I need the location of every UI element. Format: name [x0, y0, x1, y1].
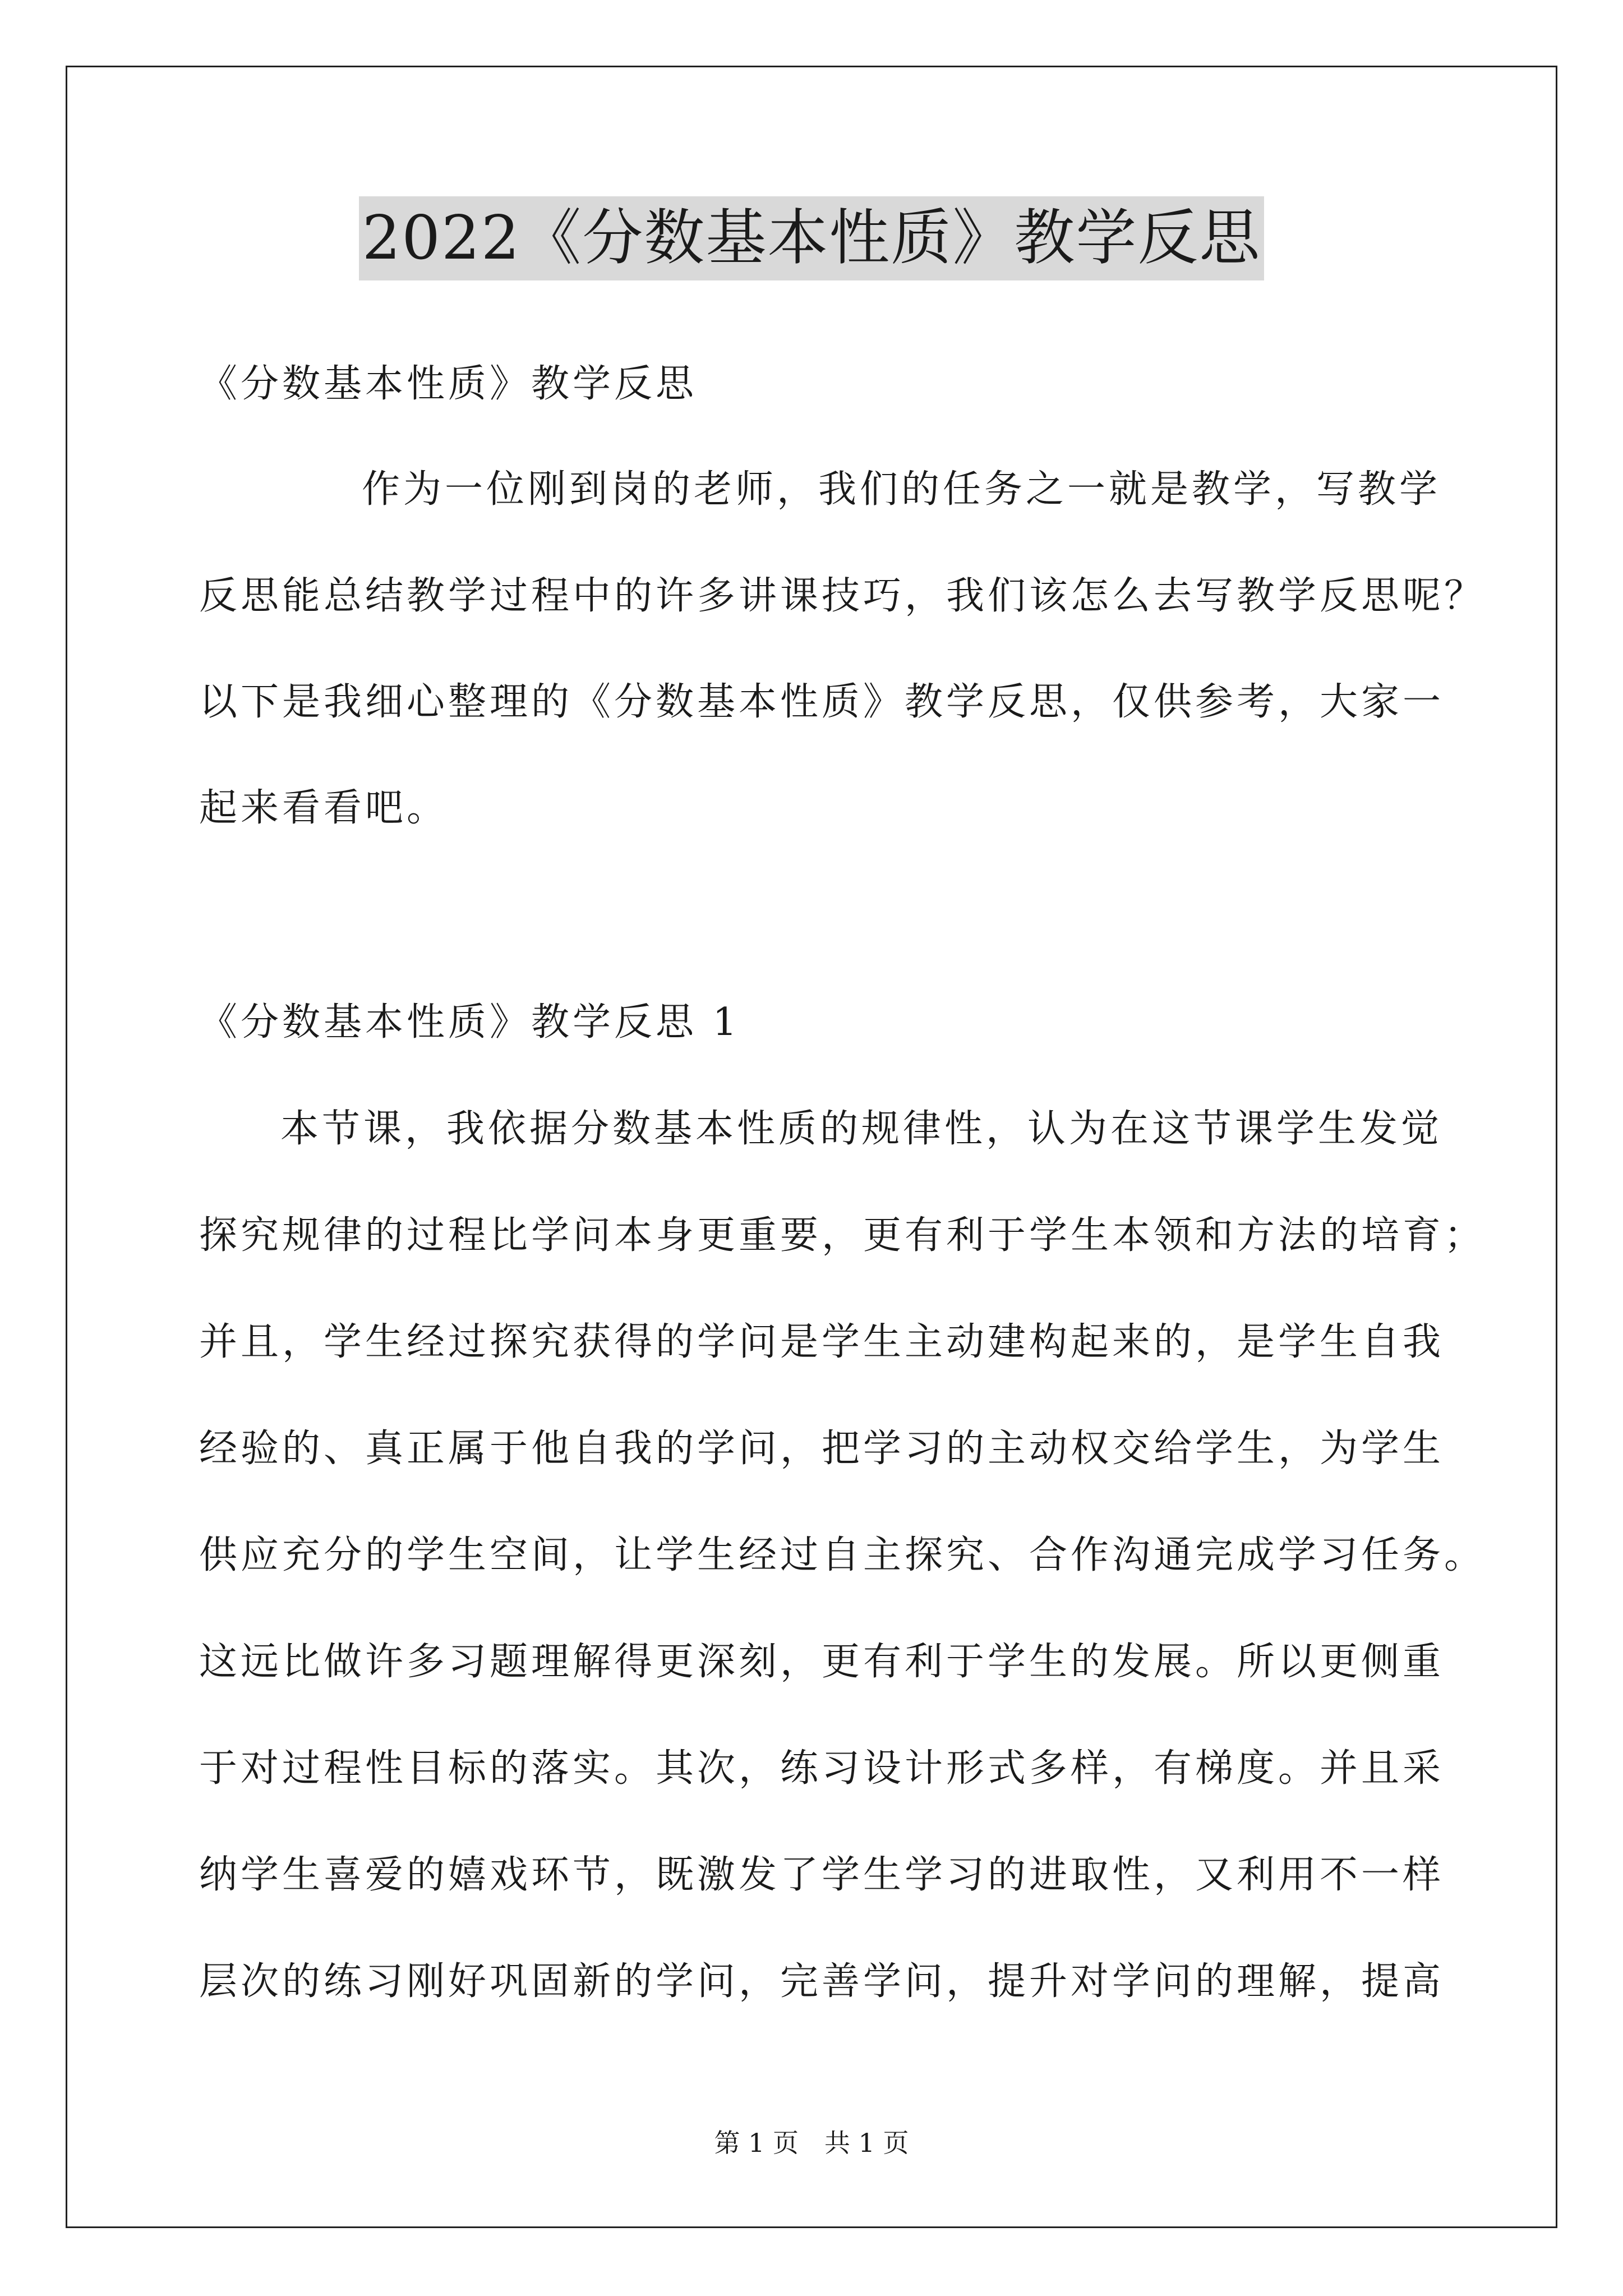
subtitle: 《分数基本性质》教学反思: [199, 362, 698, 406]
document-title-block: [0, 196, 1623, 280]
section-heading: 《分数基本性质》教学反思 1: [199, 1000, 740, 1045]
body-line: 供应充分的学生空间，让学生经过自主探究、合作沟通完成学习任务。: [199, 1533, 1486, 1577]
body-line: 层次的练习刚好巩固新的学问，完善学问，提升对学问的理解，提高: [199, 1959, 1445, 2004]
body-line: 并且，学生经过探究获得的学问是学生主动建构起来的，是学生自我: [199, 1320, 1445, 1364]
body-line: 探究规律的过程比学问本身更重要，更有利于学生本领和方法的培育；: [199, 1213, 1486, 1258]
intro-line: 作为一位刚到岗的老师，我们的任务之一就是教学，写教学: [362, 467, 1441, 512]
page-footer: 第 1 页 共 1 页: [714, 2128, 909, 2158]
body-line: 这远比做许多习题理解得更深刻，更有利于学生的发展。所以更侧重: [199, 1640, 1445, 1684]
body-line: 经验的、真正属于他自我的学问，把学习的主动权交给学生，为学生: [199, 1427, 1445, 1471]
intro-line: 起来看看吧。: [199, 786, 449, 830]
body-line: 纳学生喜爱的嬉戏环节，既激发了学生学习的进取性，又利用不一样: [199, 1853, 1445, 1897]
intro-line: 以下是我细心整理的《分数基本性质》教学反思，仅供参考，大家一: [199, 680, 1445, 724]
intro-line: 反思能总结教学过程中的许多讲课技巧，我们该怎么去写教学反思呢？: [199, 574, 1486, 618]
document-title: 2022《分数基本性质》教学反思: [359, 196, 1265, 280]
body-line: 本节课，我依据分数基本性质的规律性，认为在这节课学生发觉: [280, 1107, 1443, 1151]
body-line: 于对过程性目标的落实。其次，练习设计形式多样，有梯度。并且采: [199, 1746, 1445, 1791]
